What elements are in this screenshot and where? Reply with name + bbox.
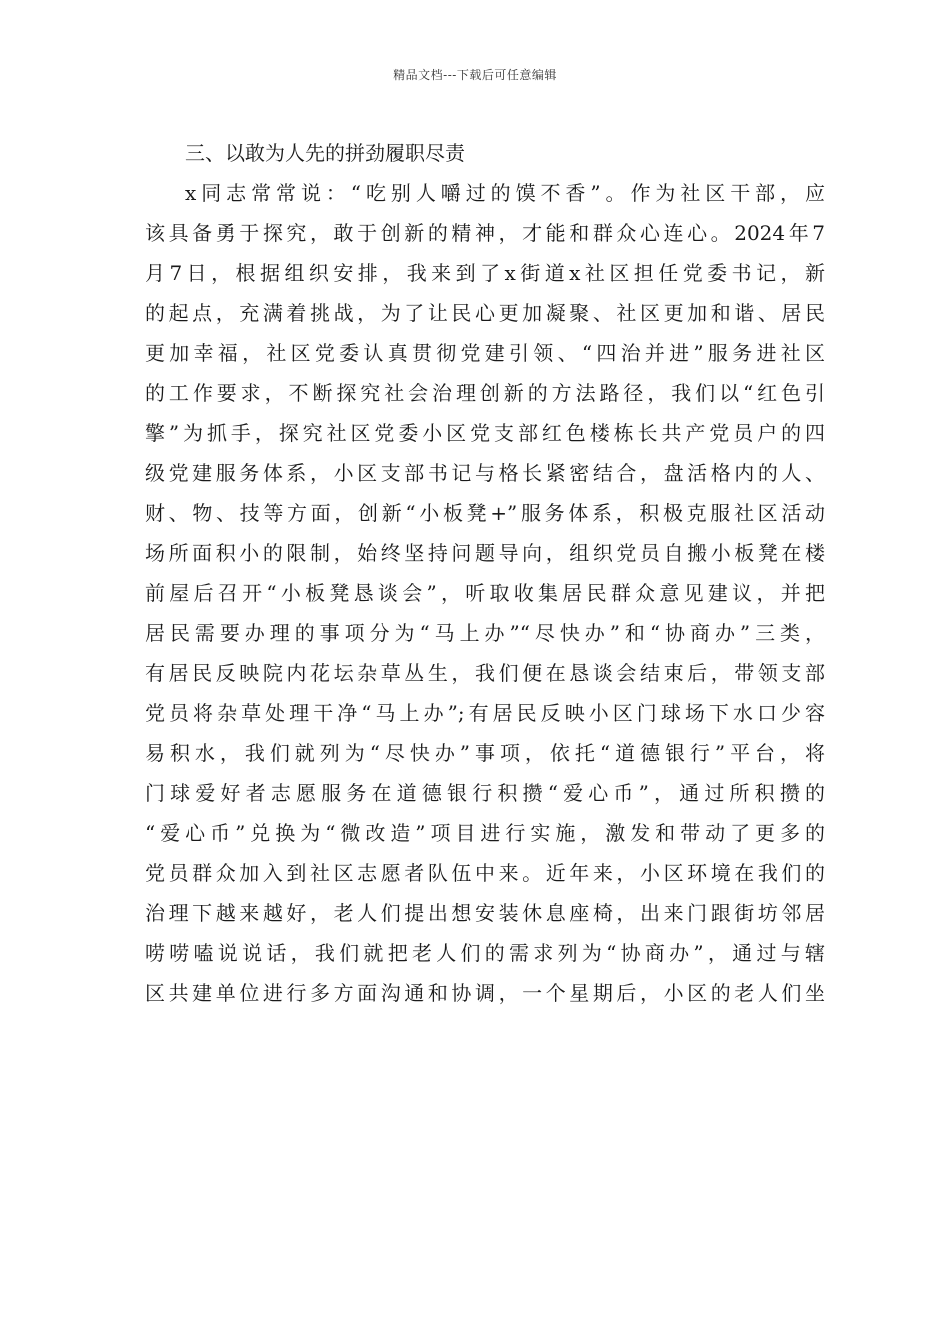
paragraph-line: “爱心币”兑换为“微改造”项目进行实施，激发和带动了更多的 xyxy=(145,821,825,845)
paragraph-line: 财、物、技等方面，创新“小板凳+”服务体系，积极克服社区活动 xyxy=(145,501,825,525)
paragraph-line: 该具备勇于探究，敢于创新的精神，才能和群众心连心。2024年7 xyxy=(145,221,825,245)
section-heading: 三、以敢为人先的拼劲履职尽责 xyxy=(185,141,465,165)
paragraph-line: 治理下越来越好，老人们提出想安装休息座椅，出来门跟街坊邻居 xyxy=(145,901,825,925)
page-header: 精品文档---下载后可任意编辑 xyxy=(393,68,557,82)
document-body xyxy=(145,133,825,1013)
paragraph-line: 擎”为抓手，探究社区党委小区党支部红色楼栋长共产党员户的四 xyxy=(145,421,825,445)
paragraph-line: x同志常常说：“吃别人嚼过的馍不香”。作为社区干部，应 xyxy=(185,181,825,205)
paragraph-line: 居民需要办理的事项分为“马上办”“尽快办”和“协商办”三类， xyxy=(145,621,825,645)
paragraph-line: 级党建服务体系，小区支部书记与格长紧密结合，盘活格内的人、 xyxy=(145,461,825,485)
paragraph-line: 党员将杂草处理干净“马上办”;有居民反映小区门球场下水口少容 xyxy=(145,701,825,725)
paragraph-line: 前屋后召开“小板凳恳谈会”，听取收集居民群众意见建议，并把 xyxy=(145,581,825,605)
paragraph-line: 党员群众加入到社区志愿者队伍中来。近年来，小区环境在我们的 xyxy=(145,861,825,885)
paragraph-line: 场所面积小的限制，始终坚持问题导向，组织党员自搬小板凳在楼 xyxy=(145,541,825,565)
paragraph-line: 更加幸福，社区党委认真贯彻党建引领、“四治并进”服务进社区 xyxy=(145,341,825,365)
paragraph-line: 的工作要求，不断探究社会治理创新的方法路径，我们以“红色引 xyxy=(145,381,825,405)
paragraph-line: 的起点，充满着挑战，为了让民心更加凝聚、社区更加和谐、居民 xyxy=(145,301,825,325)
paragraph-line: 有居民反映院内花坛杂草丛生，我们便在恳谈会结束后，带领支部 xyxy=(145,661,825,685)
paragraph-line: 唠唠嗑说说话，我们就把老人们的需求列为“协商办”，通过与辖 xyxy=(145,941,825,965)
paragraph-line: 门球爱好者志愿服务在道德银行积攒“爱心币”，通过所积攒的 xyxy=(145,781,825,805)
paragraph-line: 易积水，我们就列为“尽快办”事项，依托“道德银行”平台，将 xyxy=(145,741,825,765)
paragraph-line: 月7日，根据组织安排，我来到了x街道x社区担任党委书记，新 xyxy=(145,261,825,285)
paragraph-line: 区共建单位进行多方面沟通和协调，一个星期后，小区的老人们坐 xyxy=(145,981,825,1005)
body-paragraph xyxy=(145,173,825,1013)
